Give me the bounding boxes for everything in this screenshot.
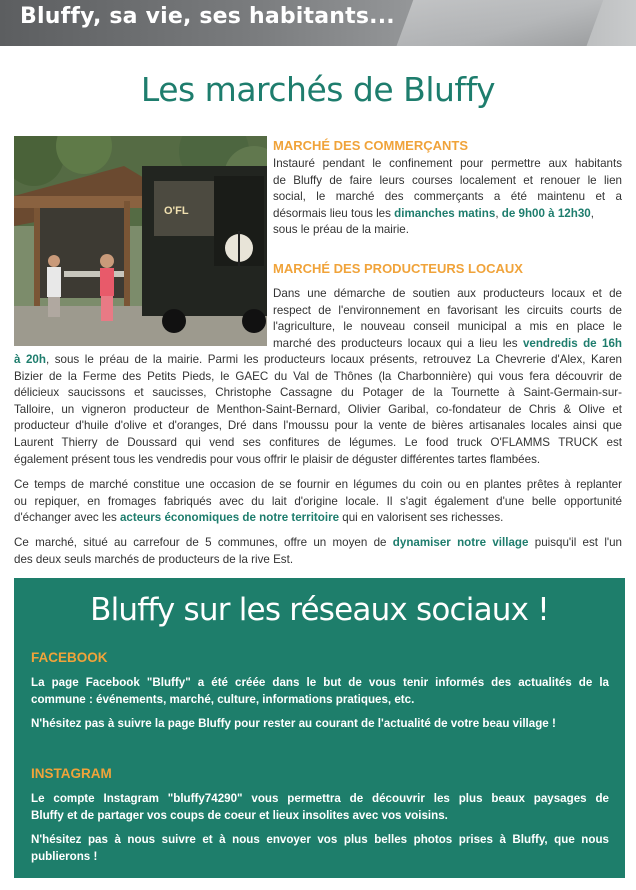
- banner-title: Bluffy, sa vie, ses habitants...: [20, 4, 395, 29]
- text-line: La page Facebook "Bluffy" a été créée dans le but de vous tenir informés des actualités de la: [31, 676, 609, 689]
- text-line: N'hésitez pas à suivre la page Bluffy pour rester au courant de l'actualité de votre beau village !: [31, 717, 556, 730]
- instagram-follow-text: [31, 831, 609, 865]
- text-line: producteur d'huile d'olive et d'oranges, Dré dans l'moussu pour la vente de bières artisanales locales ainsi que: [14, 419, 622, 433]
- text-line: sous le préau de la mairie.: [273, 223, 409, 237]
- text-line: N'hésitez pas à nous suivre et à nous envoyer vos plus belles photos prises à Bluffy, que nous: [31, 833, 609, 846]
- text-line: des deux seuls marchés de producteurs de la rive Est.: [14, 552, 294, 566]
- paragraph-temps-marche: [14, 477, 622, 527]
- social-title: Bluffy sur les réseaux sociaux !: [90, 592, 549, 628]
- text-line: social, le marché des commerçants a été maintenu et a: [273, 190, 622, 204]
- highlight-vendredis: vendredis de 16h: [522, 336, 622, 350]
- text-line: ou repiquer, en fromages fabriqués avec du lait d'origine locale. Il s'agit également d'une belle opportunité: [14, 494, 622, 508]
- text-line: Bluffy et de partager vos coups de coeur et lieux insolites avec vos voisins.: [31, 809, 448, 822]
- text-line: l'agriculture, le nouveau conseil municipal a mis en place le: [273, 320, 622, 334]
- instagram-text: [31, 790, 609, 824]
- text-line: Ce marché, situé au carrefour de 5 communes, offre un moyen de dynamiser notre village puisqu'il est l'un: [14, 536, 623, 549]
- highlight-acteurs: acteurs économiques de notre territoire: [119, 511, 340, 525]
- highlight-horaires: de 9h00 à 12h30: [501, 206, 591, 220]
- text-line: d'échanger avec les acteurs économiques de notre territoire qui en valorisent ses richesses.: [14, 511, 504, 525]
- text-line: désormais lieu tous les dimanches matins, de 9h00 à 12h30,: [273, 206, 594, 220]
- social-networks-box: [14, 578, 625, 878]
- text-line: Bizier de la Ferme des Petits Pieds, le GAEC du Val de Thônes (la Charbonnière) qui vous fera découvrir de: [14, 369, 622, 383]
- text-line: Instauré pendant le confinement pour permettre aux habitants: [273, 157, 622, 170]
- text-line: également présent tous les vendredis pour vous offrir le plaisir de déguster différentes tartes flambées.: [14, 452, 541, 466]
- paragraph-carrefour: [14, 535, 622, 568]
- text-line: Le compte Instagram "bluffy74290" vous permettra de découvrir les plus beaux paysages de: [31, 792, 609, 805]
- paragraph-producteurs-intro: [273, 286, 622, 352]
- truck-sign: O'FL: [164, 205, 189, 217]
- heading-marche-producteurs: MARCHÉ DES PRODUCTEURS LOCAUX: [273, 261, 523, 276]
- text-line: délicieux saucissons et saucisses, Christophe Cassagne du Potager de la Tournette à Saint-Germain-sur-: [14, 386, 622, 400]
- text-line: respect de l'environnement en favorisant les circuits courts de: [273, 303, 622, 317]
- text-line: commune : événements, marché, culture, informations pratiques, etc.: [31, 693, 415, 706]
- text-line: Dans une démarche de soutien aux producteurs locaux et de: [273, 287, 622, 300]
- facebook-follow-text: [31, 715, 609, 732]
- instagram-heading: INSTAGRAM: [31, 766, 112, 781]
- facebook-text: [31, 674, 609, 708]
- highlight-dimanches: dimanches matins: [394, 206, 496, 220]
- text-line: de Bluffy de faire leurs courses localement et renouer le lien: [273, 173, 622, 187]
- text-line: à 20h, sous le préau de la mairie. Parmi les producteurs locaux présents, retrouvez La Chevrerie d'Alex, Karen: [14, 353, 622, 366]
- market-photo: [14, 136, 267, 346]
- banner-background-roof: [395, 0, 607, 46]
- highlight-20h: à 20h: [14, 353, 46, 366]
- text-line: marché des producteurs locaux qui a lieu les vendredis de 16h: [273, 336, 622, 350]
- header-banner: [0, 0, 636, 46]
- facebook-heading: FACEBOOK: [31, 650, 108, 665]
- paragraph-marche-commercants: [273, 156, 622, 239]
- heading-marche-commercants: MARCHÉ DES COMMERÇANTS: [273, 138, 468, 153]
- text-line: Laurent Thierry de Doussard qui vend ses confitures de légumes. Le food truck O'FLAMMS TRUCK est: [14, 435, 622, 449]
- page-title: Les marchés de Bluffy: [140, 70, 496, 109]
- text-line: Talloire, un vigneron producteur de Menthon-Saint-Bernard, Olivier Garibal, co-fondateur de Chris & Olive et: [14, 402, 622, 416]
- paragraph-producteurs-list: [14, 352, 622, 468]
- highlight-dynamiser: dynamiser notre village: [392, 536, 529, 549]
- text-line: publierons !: [31, 850, 98, 863]
- text-line: Ce temps de marché constitue une occasion de se fournir en légumes du coin ou en plantes prêtes à replanter: [14, 478, 622, 491]
